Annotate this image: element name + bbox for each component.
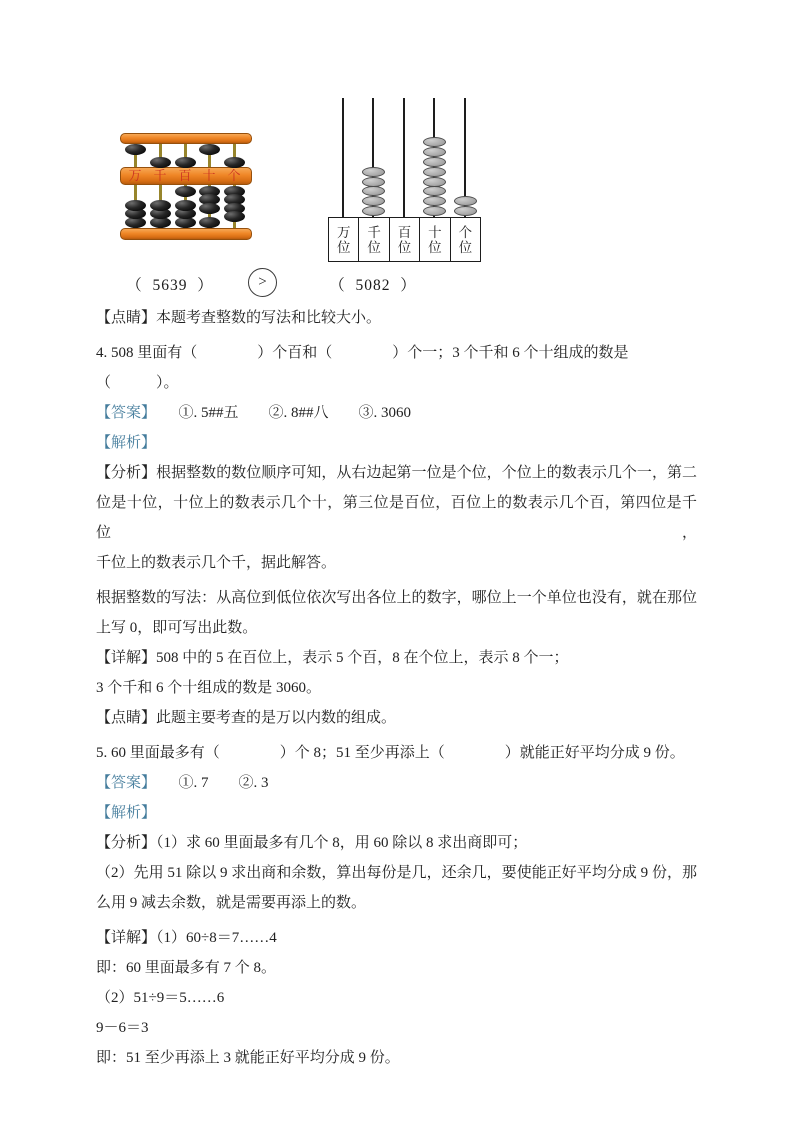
place-value-box-char: 百 — [397, 224, 412, 240]
abacus-bead — [150, 157, 171, 168]
section-label: 【答案】 — [96, 775, 149, 791]
text-line — [96, 858, 697, 888]
abacus-bead — [125, 144, 146, 155]
place-value-box-row — [328, 217, 481, 262]
beam-place-label: 万 — [128, 168, 142, 183]
rack-bead — [362, 196, 385, 206]
place-value-box-char: 位 — [367, 239, 381, 255]
text-segment: 【详解】（1）60÷8＝7……4 — [96, 930, 277, 946]
place-value-box-char: 千 — [367, 224, 381, 240]
rack-bead — [423, 137, 446, 147]
rack-bead — [423, 206, 446, 216]
abacus-bead — [150, 200, 171, 211]
text-segment: 【点睛】本题考查整数的写法和比较大小。 — [96, 310, 382, 326]
text-line — [96, 953, 697, 983]
text-line — [96, 458, 697, 488]
text-line — [96, 768, 697, 798]
rack-bead — [362, 167, 385, 177]
abacus-bead — [175, 157, 196, 168]
beam-place-label: 千 — [153, 168, 167, 183]
place-value-box-char: 位 — [458, 239, 473, 255]
abacus-top-bar — [120, 133, 252, 144]
abacus-bead — [175, 186, 196, 197]
text-line — [96, 613, 697, 643]
text-line — [96, 798, 697, 828]
text-segment: 上写 0，即可写出此数。 — [96, 620, 258, 636]
abacus-bead — [199, 203, 220, 214]
text-segment: 位是十位，十位上的数表示几个十，第三位是百位，百位上的数表示几个百，第四位是千位， — [96, 495, 697, 541]
text-segment: 3 个千和 6 个十组成的数是 3060。 — [96, 680, 322, 696]
place-value-box-char: 十 — [428, 224, 442, 240]
place-value-box — [328, 217, 359, 262]
text-line — [96, 828, 697, 858]
text-segment: 根据整数的写法：从高位到低位依次写出各位上的数字，哪位上一个单位也没有，就在那位 — [96, 590, 697, 606]
text-segment: （2）51÷9＝5……6 — [96, 990, 225, 1006]
text-line — [96, 303, 697, 333]
place-value-box — [419, 217, 450, 262]
beam-place-label: 个 — [227, 168, 241, 183]
text-segment: 9－6＝3 — [96, 1020, 149, 1036]
beam-place-label: 十 — [202, 168, 216, 183]
abacus-bottom-bar — [120, 228, 252, 240]
text-line — [96, 643, 697, 673]
text-line — [96, 738, 697, 768]
rack-bead — [362, 177, 385, 187]
text-line — [96, 983, 697, 1013]
text-line — [96, 583, 697, 613]
text-line — [96, 888, 697, 918]
right-abacus-value-caption: （ 5082 ） — [329, 277, 417, 294]
beam-place-label: 百 — [178, 168, 192, 183]
section-label: 【解析】 — [96, 805, 157, 821]
rack-bead — [423, 186, 446, 196]
text-segment: 即：51 至少再添上 3 就能正好平均分成 9 份。 — [96, 1050, 400, 1066]
rack-rod — [342, 98, 344, 217]
text-line — [96, 673, 697, 703]
place-value-box-char: 位 — [336, 239, 351, 255]
rack-bead — [423, 147, 446, 157]
abacus-bead — [199, 217, 220, 228]
text-line — [96, 338, 697, 398]
rack-bead — [423, 167, 446, 177]
place-value-box — [450, 217, 481, 262]
text-segment: ①. 5##五 ②. 8##八 ③. 3060 — [148, 405, 412, 421]
place-value-box-char: 个 — [458, 224, 473, 240]
text-segment: 【点睛】此题主要考查的是万以内数的组成。 — [96, 710, 397, 726]
text-segment: 4. 508 里面有（ ）个百和（ ）个一；3 个千和 6 个十组成的数是（ ）。 — [96, 345, 629, 391]
circled-comparison-operator — [248, 268, 277, 297]
text-line — [96, 398, 697, 428]
rack-bead — [362, 186, 385, 196]
place-value-box — [389, 217, 420, 262]
text-line — [96, 488, 697, 548]
section-label: 【解析】 — [96, 435, 157, 451]
place-value-rack-abacus — [328, 96, 481, 262]
text-segment: 千位上的数表示几个千，据此解答。 — [96, 555, 337, 571]
document-text — [96, 303, 697, 1073]
greater-than-sign: > — [258, 274, 267, 290]
text-segment: 【分析】根据整数的数位顺序可知，从右边起第一位是个位，个位上的数表示几个一，第二 — [96, 465, 697, 481]
rack-bead — [454, 196, 477, 206]
text-segment: ①. 7 ②. 3 — [148, 775, 269, 791]
section-label: 【答案】 — [96, 405, 149, 421]
rack-rod — [403, 98, 405, 217]
text-segment: 【详解】508 中的 5 在百位上，表示 5 个百，8 在个位上，表示 8 个一； — [96, 650, 569, 666]
place-value-box-char: 位 — [397, 239, 412, 255]
text-line — [96, 548, 697, 578]
text-segment: 【分析】（1）求 60 里面最多有几个 8，用 60 除以 8 求出商即可； — [96, 835, 528, 851]
place-value-box-char: 万 — [336, 224, 351, 240]
abacus-bead — [175, 200, 196, 211]
rack-bead — [423, 177, 446, 187]
text-segment: 5. 60 里面最多有（ ）个 8；51 至少再添上（ ）就能正好平均分成 9 份。 — [96, 745, 685, 761]
left-abacus-value-caption: （ 5639 ） — [126, 277, 214, 294]
rack-bead — [423, 196, 446, 206]
text-line — [96, 1013, 697, 1043]
text-segment: （2）先用 51 除以 9 求出商和余数，算出每份是几，还余几，要使能正好平均分成 9 份，那 — [96, 865, 697, 881]
rack-bead — [454, 206, 477, 216]
abacus-bead — [224, 211, 245, 222]
text-line — [96, 1043, 697, 1073]
text-line — [96, 923, 697, 953]
text-segment: 即：60 里面最多有 7 个 8。 — [96, 960, 277, 976]
text-line — [96, 428, 697, 458]
place-value-box — [358, 217, 389, 262]
suanpan-abacus — [120, 133, 252, 240]
place-value-box-char: 位 — [428, 239, 442, 255]
abacus-bead — [125, 200, 146, 211]
rack-bead — [362, 206, 385, 216]
text-segment: 么用 9 减去余数，就是需要再添上的数。 — [96, 895, 367, 911]
text-line — [96, 703, 697, 733]
rack-bead — [423, 157, 446, 167]
abacus-bead — [224, 157, 245, 168]
abacus-bead — [199, 144, 220, 155]
